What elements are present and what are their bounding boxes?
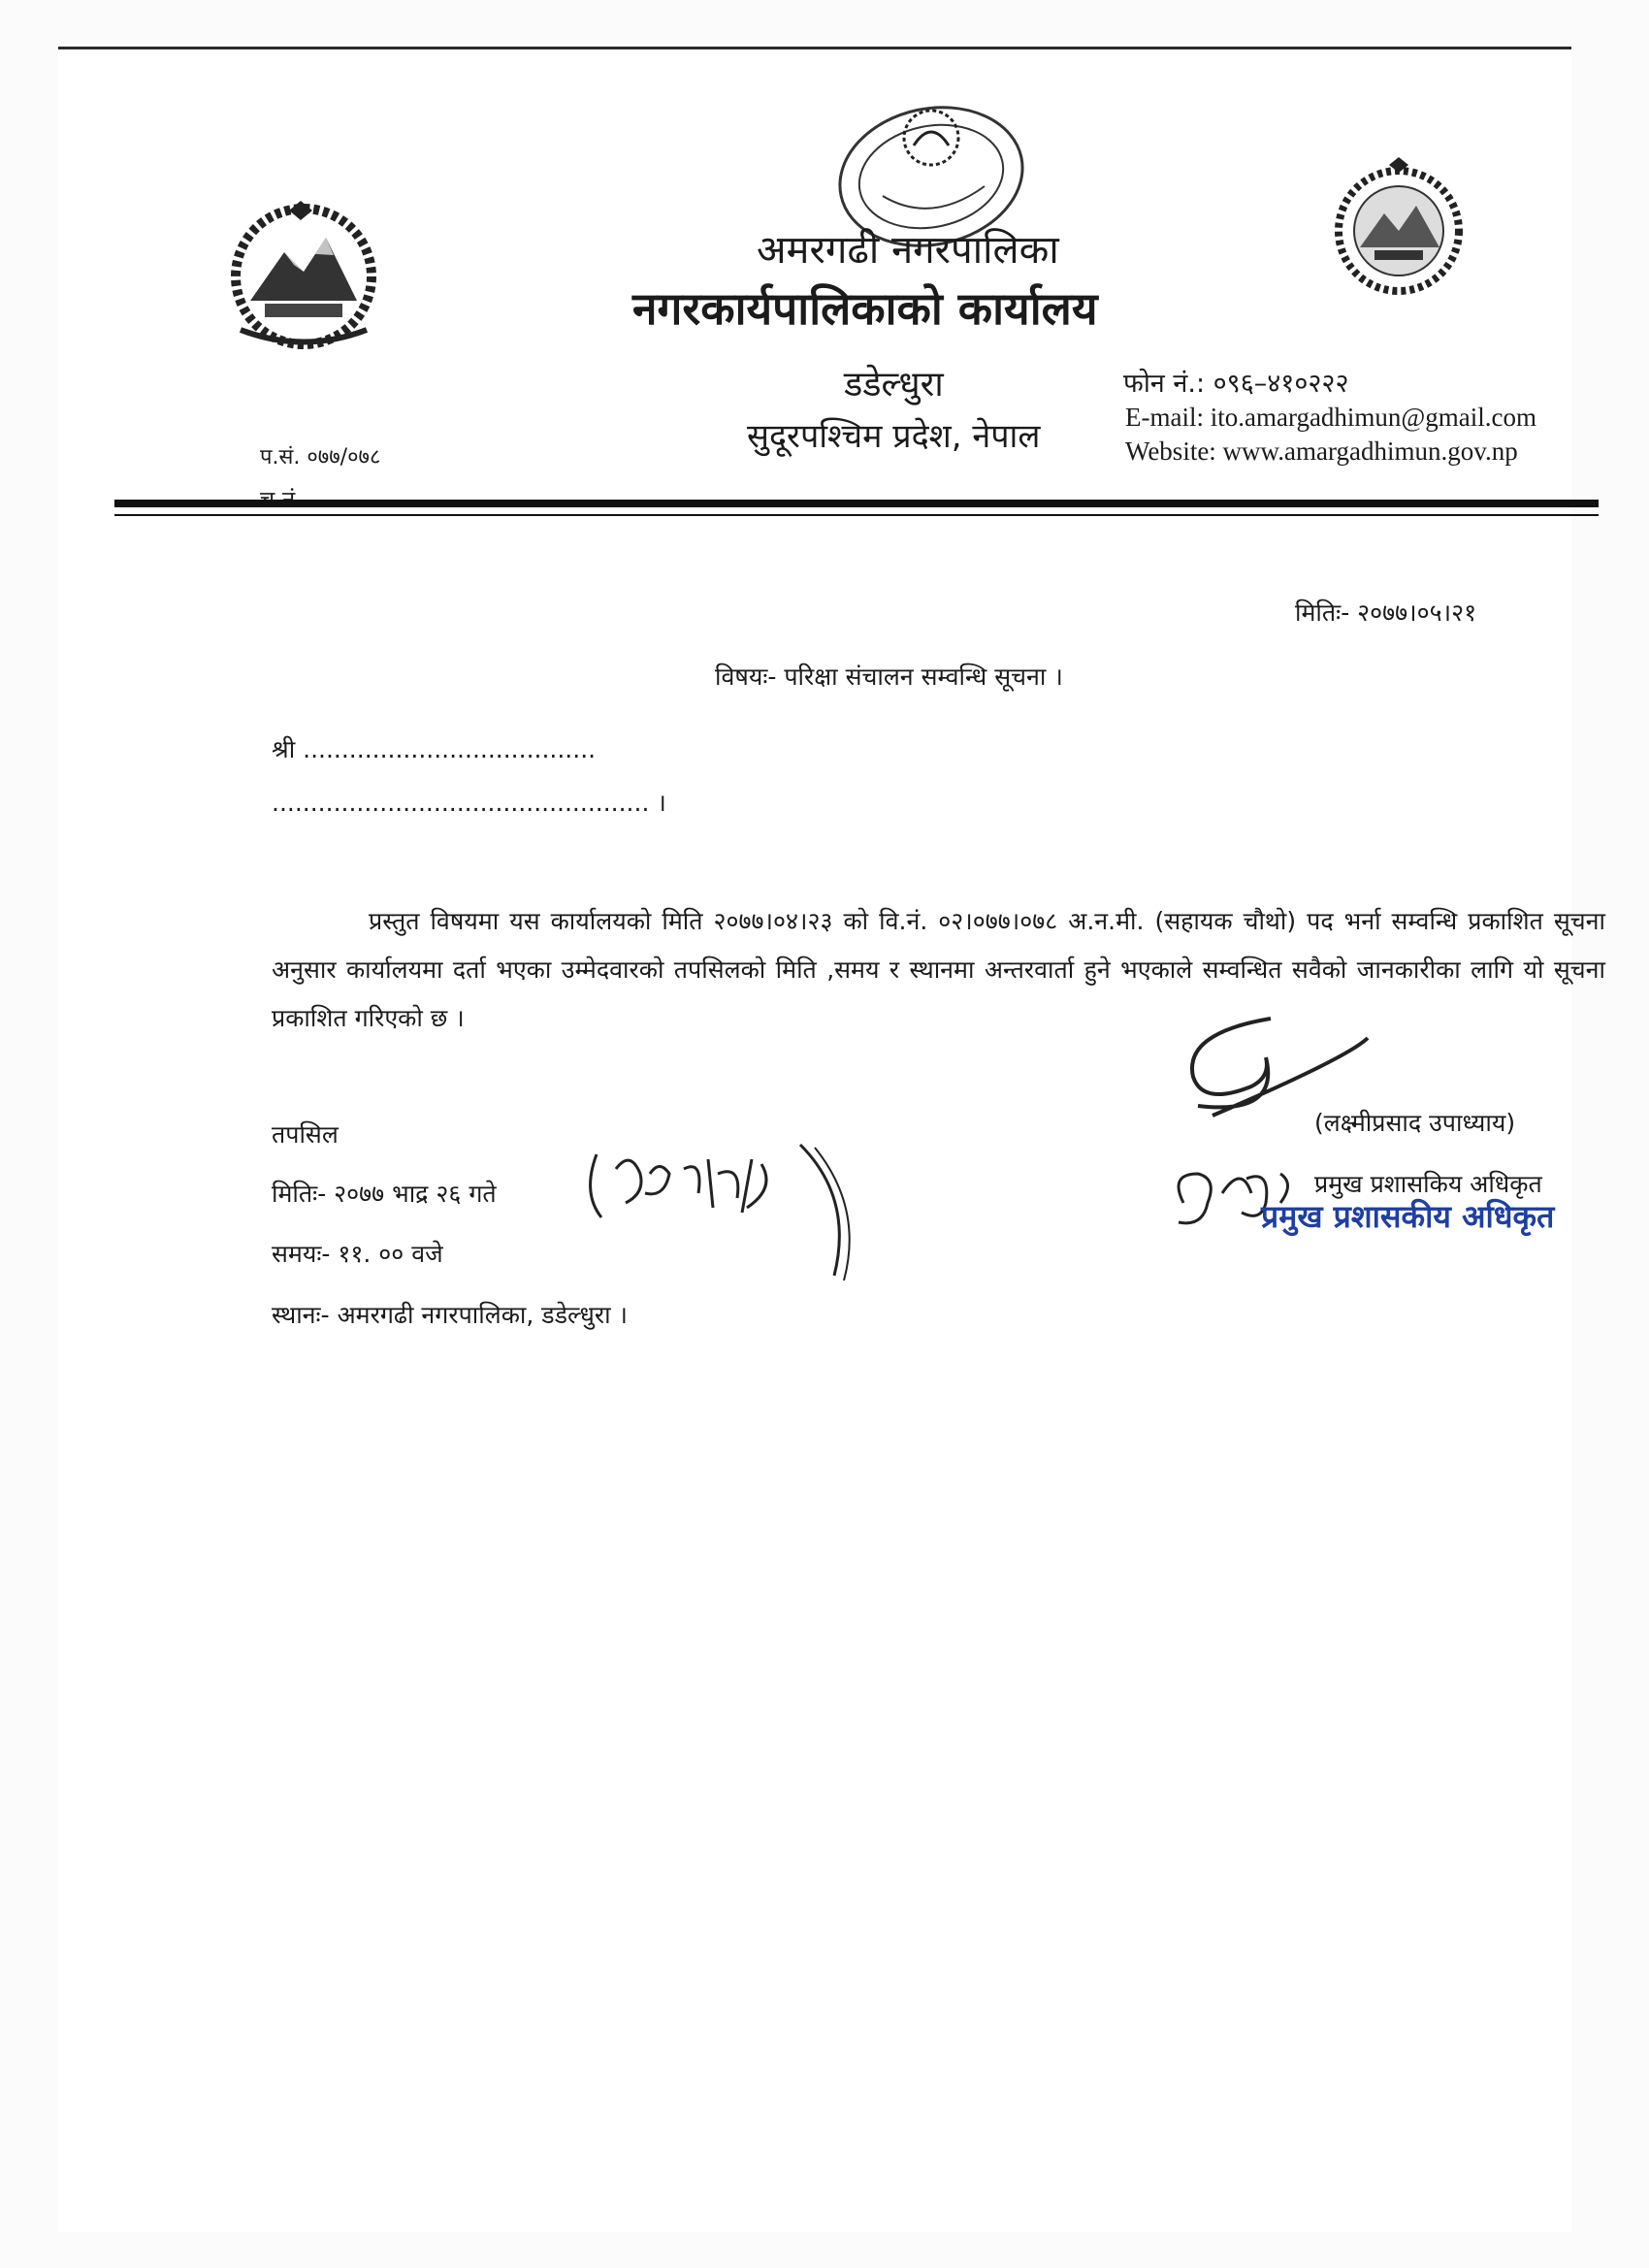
header-divider-thin bbox=[114, 514, 1599, 516]
email-address: E-mail: ito.amargadhimun@gmail.com bbox=[1125, 403, 1537, 432]
signatory-name: (लक्ष्मीप्रसाद उपाध्याय) bbox=[1314, 1109, 1516, 1137]
interview-date: मितिः- २०७७ भाद्र २६ गते bbox=[272, 1180, 497, 1208]
municipality-logo bbox=[1331, 155, 1467, 301]
district-name: डडेल्धुरा bbox=[844, 365, 944, 405]
handwritten-annotation bbox=[572, 1140, 883, 1285]
header-divider bbox=[114, 500, 1599, 507]
interview-time: समयः- ११. ०० वजे bbox=[272, 1240, 443, 1268]
letter-subject: विषयः- परिक्षा संचालन सम्वन्धि सूचना । bbox=[715, 663, 1063, 691]
letter-body: प्रस्तुत विषयमा यस कार्यालयको मिति २०७७।०४।२३ को वि.नं. ०२।०७७।०७८ अ.न.मी. (सहायक चौथो) पद भर्ना सम्वन्धि प्रकाशित सूचना अनुसार कार्यालयमा दर्ता भएका उम्मेदवारको तपसिलको मिति ,समय र स्थानमा अन्तरवार्ता हुने भएकाले सम्वन्धित सवैको जानकारीका लागि यो सूचना प्रकाशित गरिएको छ । bbox=[272, 907, 1605, 1032]
nepal-emblem-logo bbox=[211, 199, 396, 354]
details-heading: तपसिल bbox=[272, 1120, 339, 1149]
addressee-line-2: ................................................. । bbox=[272, 789, 666, 817]
addressee-line-1: श्री ...................................... bbox=[272, 735, 597, 763]
website-address: Website: www.amargadhimun.gov.np bbox=[1125, 437, 1518, 466]
phone-number: फोन नं.: ०९६–४१०२२२ bbox=[1123, 369, 1349, 399]
letter-date: मितिः- २०७७।०५।२१ bbox=[1295, 599, 1477, 627]
office-name: नगरकार्यपालिकाको कार्यालय bbox=[632, 282, 1098, 335]
signatory-title: प्रमुख प्रशासकिय अधिकृत bbox=[1314, 1170, 1542, 1198]
reference-number: प.सं. ०७७/०७८ bbox=[260, 445, 381, 470]
province-name: सुदूरपश्चिम प्रदेश, नेपाल bbox=[747, 417, 1041, 456]
interview-venue: स्थानः- अमरगढी नगरपालिका, डडेल्धुरा । bbox=[272, 1301, 629, 1329]
org-name: अमरगढी नगरपालिका bbox=[757, 228, 1059, 273]
signatory-stamp: प्रमुख प्रशासकीय अधिकृत bbox=[1261, 1198, 1555, 1235]
